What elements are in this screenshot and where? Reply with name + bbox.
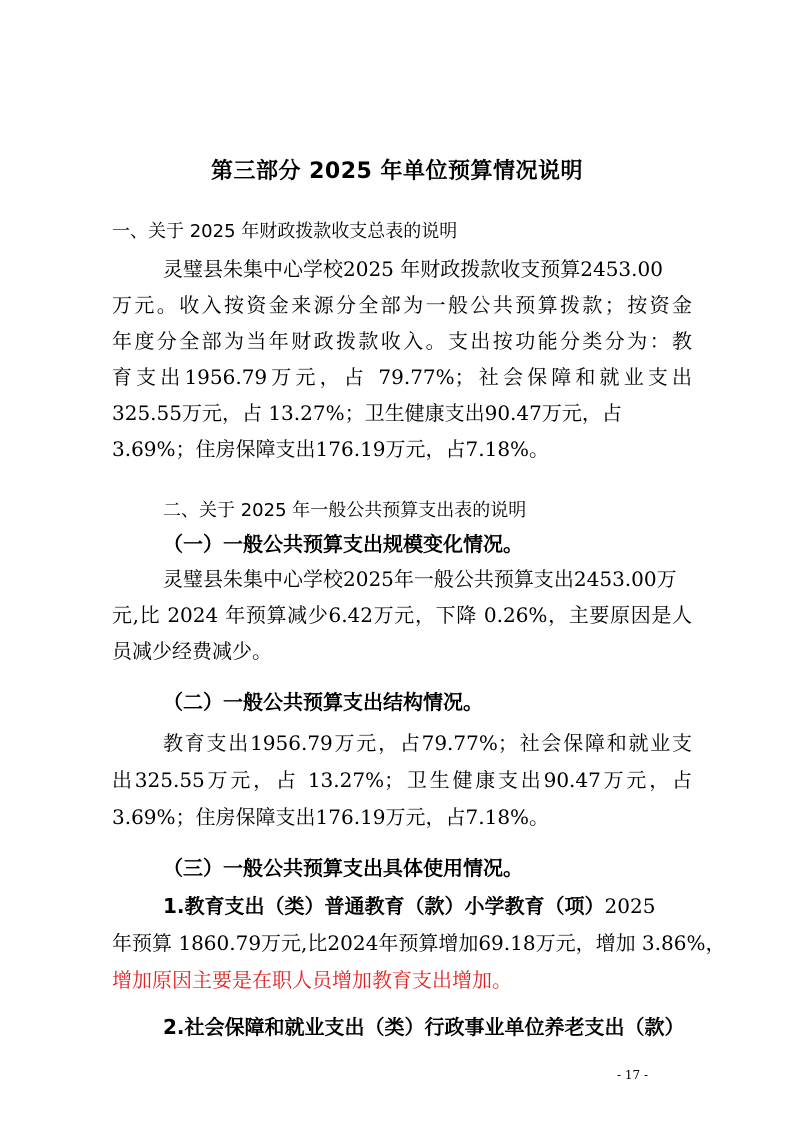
sub2-line-1: 教育支出1956.79万元，占79.77%；社会保障和就业支 (163, 731, 692, 755)
section1-line-1: 灵璧县朱集中心学校2025 年财政拨款收支预算2453.00 (163, 257, 663, 281)
page-title: 第三部分 2025 年单位预算情况说明 (210, 159, 584, 184)
sub2-heading: （二）一般公共预算支出结构情况。 (163, 690, 483, 714)
sub2-line-2: 出325.55万元，占 13.27%；卫生健康支出90.47万元，占 (112, 768, 692, 792)
item1-title: 1.教育支出（类）普通教育（款）小学教育（项） (163, 894, 605, 918)
section1-line-3: 年度分全部为当年财政拨款收入。支出按功能分类分为：教 (112, 329, 692, 353)
section1-line-4: 育支出1956.79万元，占 79.77%；社会保障和就业支出 (112, 365, 692, 389)
sub1-heading: （一）一般公共预算支出规模变化情况。 (163, 532, 523, 556)
sub1-line-1: 灵璧县朱集中心学校2025年一般公共预算支出2453.00万 (163, 567, 677, 591)
page-number: - 17 - (616, 1068, 648, 1082)
section2-heading: 二、关于 2025 年一般公共预算支出表的说明 (163, 500, 527, 521)
sub3-heading: （三）一般公共预算支出具体使用情况。 (163, 856, 523, 880)
section1-line-5: 325.55万元，占 13.27%；卫生健康支出90.47万元，占 (112, 401, 622, 425)
sub3-item1-line-1 (163, 894, 692, 918)
sub3-item2-line-1: 2.社会保障和就业支出（类）行政事业单位养老支出（款） (163, 1015, 685, 1039)
item1-year: 2025 (604, 894, 656, 918)
sub1-line-3: 员减少经费减少。 (112, 639, 272, 663)
section1-line-6: 3.69%；住房保障支出176.19万元，占7.18%。 (112, 437, 550, 461)
sub3-item1-line-3: 增加原因主要是在职人员增加教育支出增加。 (112, 968, 512, 992)
section1-line-2: 万元。收入按资金来源分全部为一般公共预算拨款；按资金 (112, 293, 692, 317)
section1-heading: 一、关于 2025 年财政拨款收支总表的说明 (112, 221, 458, 242)
sub1-line-2: 元,比 2024 年预算减少6.42万元，下降 0.26%，主要原因是人 (112, 603, 692, 627)
sub3-item1-line-2: 年预算 1860.79万元,比2024年预算增加69.18万元，增加 3.86%， (112, 931, 726, 955)
sub2-line-3: 3.69%；住房保障支出176.19万元，占7.18%。 (112, 805, 550, 829)
